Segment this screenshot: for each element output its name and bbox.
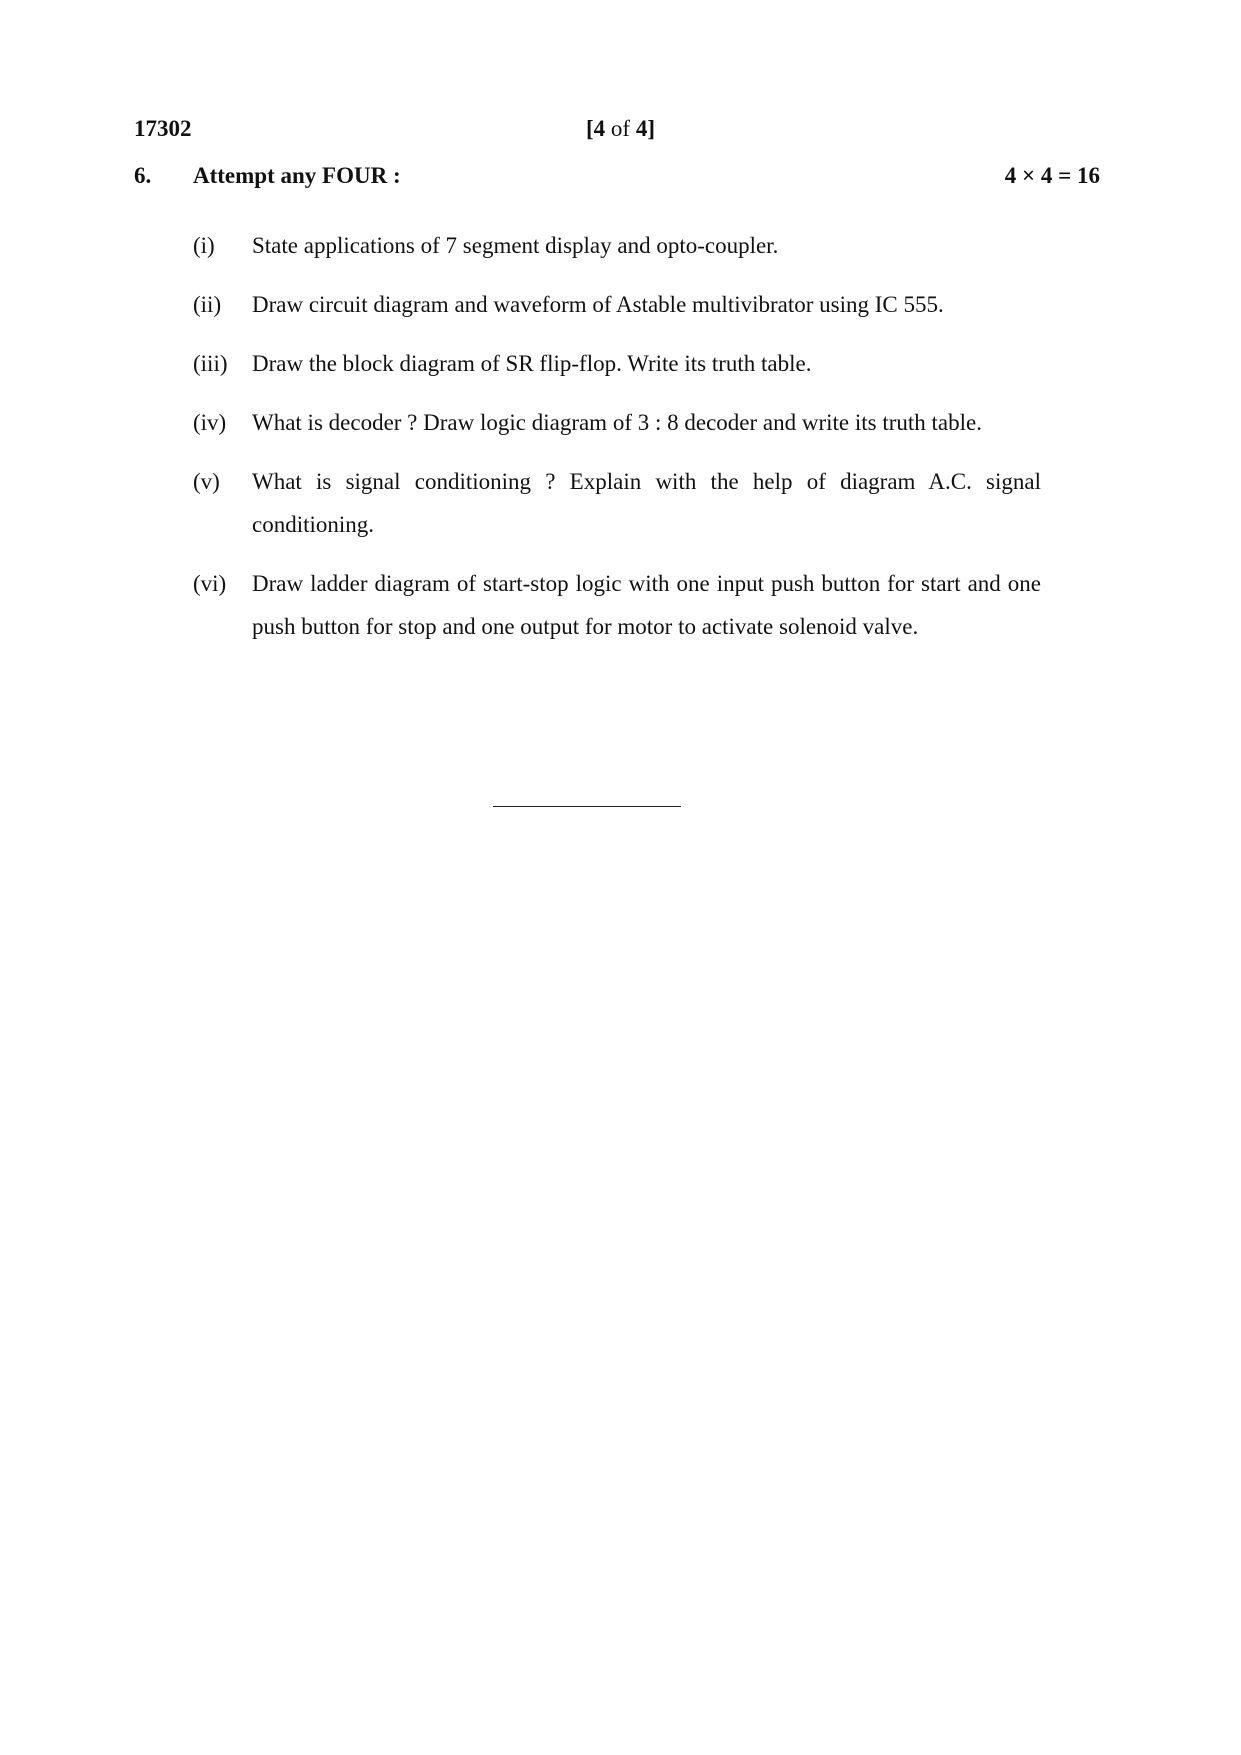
sub-question-text: State applications of 7 segment display and opto-coupler.	[252, 233, 779, 258]
sub-question-text: What is signal conditioning ? Explain with the help of diagram A.C. signal conditioning.	[252, 469, 1041, 537]
sub-question-i	[193, 224, 1041, 267]
sub-question-label: (ii)	[193, 292, 222, 317]
sub-question-label: (vi)	[193, 571, 227, 596]
sub-question-iv	[193, 401, 1041, 444]
sub-question-label: (i)	[193, 233, 215, 258]
page-indicator-total: 4	[635, 116, 648, 141]
sub-question-text: What is decoder ? Draw logic diagram of 3 : 8 decoder and write its truth table.	[252, 410, 982, 435]
question-instruction: Attempt any FOUR :	[193, 163, 401, 188]
sub-question-text: Draw circuit diagram and waveform of Astable multivibrator using IC 555.	[252, 292, 944, 317]
page-indicator-of: of	[605, 116, 636, 141]
end-of-paper-rule	[493, 806, 681, 807]
sub-question-list	[193, 224, 1041, 664]
sub-question-iii	[193, 342, 1041, 385]
page-indicator-close: ]	[647, 116, 656, 141]
sub-question-label: (v)	[193, 469, 220, 494]
page-indicator-open: [	[586, 116, 594, 141]
question-marks: 4 × 4 = 16	[1004, 163, 1100, 188]
sub-question-ii	[193, 283, 1041, 326]
sub-question-text: Draw ladder diagram of start-stop logic with one input push button for start and one push button for stop and one output for motor to activate solenoid valve.	[252, 571, 1041, 639]
sub-question-text: Draw the block diagram of SR flip-flop. Write its truth table.	[252, 351, 812, 376]
page-indicator-current: 4	[593, 116, 606, 141]
sub-question-label: (iv)	[193, 410, 227, 435]
question-number: 6.	[134, 163, 152, 188]
paper-code: 17302	[134, 116, 192, 141]
page-indicator	[586, 116, 655, 142]
sub-question-v	[193, 460, 1041, 546]
sub-question-vi	[193, 562, 1041, 648]
sub-question-label: (iii)	[193, 351, 228, 376]
